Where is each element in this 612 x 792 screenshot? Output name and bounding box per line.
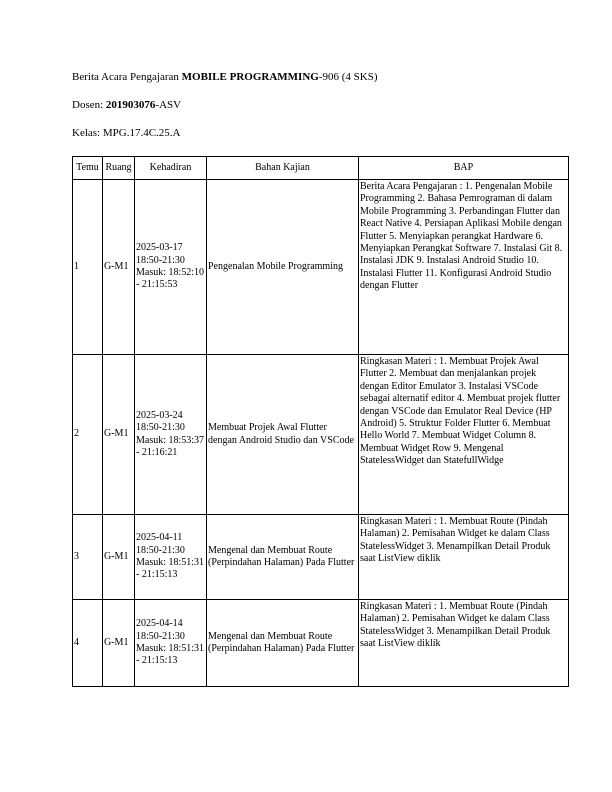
title-suffix: -906 (4 SKS) [318, 71, 378, 83]
dosen-suffix: -ASV [155, 99, 182, 111]
table-row [73, 600, 569, 687]
cell-ruang: G-M1 [103, 600, 135, 687]
cell-bap: Ringkasan Materi : 1. Membuat Projek Awal Flutter 2. Membuat dan menjalankan projek dengan Editor Emulator 3. Instalasi VSCode sebagai alternatif editor 4. Membuat projek flutter dengan VSCode dan Emulator Real Device (HP Android) 5. Struktur Folder Flutter 6. Membuat Hello World 7. Membuat Widget Column 8. Membuat Widget Row 9. Mengenal StatelessWidget dan StatefullWidge [359, 355, 569, 515]
cell-bap: Ringkasan Materi : 1. Membuat Route (Pindah Halaman) 2. Pemisahan Widget ke dalam Class StatelessWidget 3. Menampilkan Detail Produk saat ListView diklik [359, 515, 569, 600]
title-prefix: Berita Acara Pengajaran [72, 71, 182, 83]
cell-bap: Berita Acara Pengajaran : 1. Pengenalan Mobile Programming 2. Bahasa Pemrograman di dalam Mobile Programming 3. Perbandingan Flutter dan React Native 4. Persiapan Aplikasi Mobile dengan Flutter 5. Menyiapkan perangkat Hardware 6. Menyiapkan Perangkat Software 7. Instalasi Git 8. Instalasi JDK 9. Instalasi Android Studio 10. Instalasi Flutter 11. Konfigurasi Android Studio dengan Flutter [359, 180, 569, 355]
cell-temu: 2 [73, 355, 103, 515]
table-row [73, 355, 569, 515]
column-header-kehadiran: Kehadiran [135, 157, 207, 180]
cell-kehadiran: 2025-03-17 18:50-21:30 Masuk: 18:52:10 - 21:15:53 [135, 180, 207, 355]
column-header-bap: BAP [359, 157, 569, 180]
table-row [73, 515, 569, 600]
cell-kehadiran: 2025-04-11 18:50-21:30 Masuk: 18:51:31 - 21:15:13 [135, 515, 207, 600]
cell-kehadiran: 2025-04-14 18:50-21:30 Masuk: 18:51:31 - 21:15:13 [135, 600, 207, 687]
cell-bap: Ringkasan Materi : 1. Membuat Route (Pindah Halaman) 2. Pemisahan Widget ke dalam Class StatelessWidget 3. Menampilkan Detail Produk saat ListView diklik [359, 600, 569, 687]
bap-table [72, 156, 569, 687]
lecturer-line [72, 99, 181, 112]
cell-temu: 3 [73, 515, 103, 600]
column-header-ruang: Ruang [103, 157, 135, 180]
cell-temu: 4 [73, 600, 103, 687]
cell-bahan-kajian: Membuat Projek Awal Flutter dengan Android Studio dan VSCode [207, 355, 359, 515]
column-header-temu: Temu [73, 157, 103, 180]
cell-bahan-kajian: Pengenalan Mobile Programming [207, 180, 359, 355]
cell-ruang: G-M1 [103, 515, 135, 600]
table-header-row [73, 157, 569, 180]
table-row [73, 180, 569, 355]
class-line: Kelas: MPG.17.4C.25.A [72, 127, 181, 139]
dosen-id: 201903076 [105, 99, 156, 111]
cell-ruang: G-M1 [103, 180, 135, 355]
cell-bahan-kajian: Mengenal dan Membuat Route (Perpindahan Halaman) Pada Flutter [207, 600, 359, 687]
dosen-label: Dosen: [72, 99, 106, 111]
cell-bahan-kajian: Mengenal dan Membuat Route (Perpindahan Halaman) Pada Flutter [207, 515, 359, 600]
column-header-bahan-kajian: Bahan Kajian [207, 157, 359, 180]
course-name: MOBILE PROGRAMMING [181, 71, 319, 83]
cell-temu: 1 [73, 180, 103, 355]
cell-kehadiran: 2025-03-24 18:50-21:30 Masuk: 18:53:37 - 21:16:21 [135, 355, 207, 515]
cell-ruang: G-M1 [103, 355, 135, 515]
document-title [72, 71, 378, 84]
